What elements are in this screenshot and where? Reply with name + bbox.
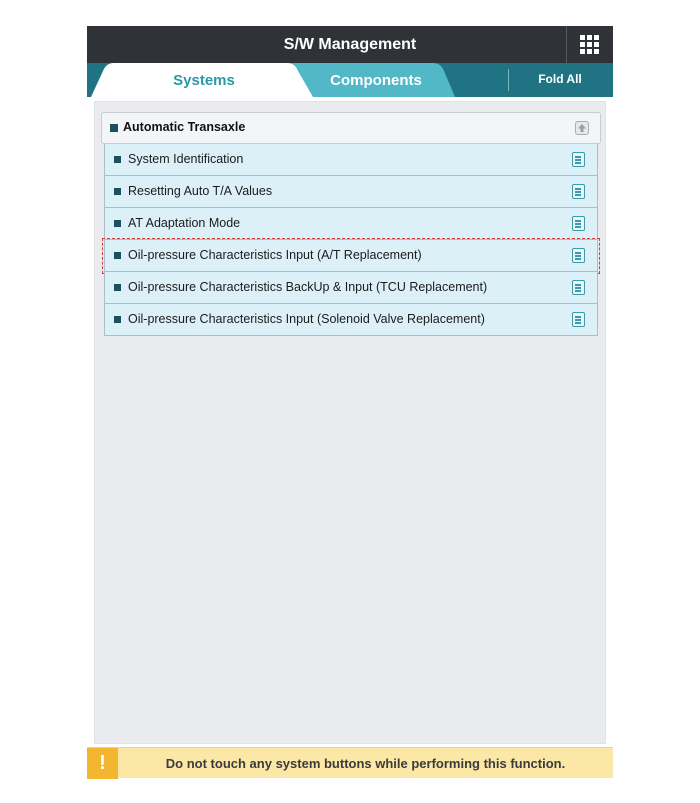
list-item-at-adaptation-mode[interactable] [104,208,598,240]
list-item-label: Oil-pressure Characteristics Input (A/T Replacement) [128,248,422,262]
group-title: Automatic Transaxle [123,120,246,134]
bullet-icon [114,252,121,259]
bullet-icon [114,156,121,163]
bullet-icon [114,284,121,291]
list-item-label: AT Adaptation Mode [128,216,241,230]
bullet-icon [114,220,121,227]
collapse-up-icon[interactable] [575,121,589,135]
bullet-icon [110,124,118,132]
document-icon[interactable] [572,216,585,231]
system-list-panel [94,101,606,744]
tab-divider [508,69,509,91]
list-item-label: Oil-pressure Characteristics Input (Solenoid Valve Replacement) [128,312,485,326]
document-icon[interactable] [572,184,585,199]
list-item-label: Oil-pressure Characteristics BackUp & Input (TCU Replacement) [128,280,488,294]
list-item-resetting-auto-ta-values[interactable] [104,176,598,208]
document-icon[interactable] [572,248,585,263]
tab-bar [87,63,613,97]
list-item-label: System Identification [128,152,244,166]
bullet-icon [114,316,121,323]
warning-icon: ! [87,748,118,779]
document-icon[interactable] [572,280,585,295]
list-item-oil-pressure-tcu-replacement[interactable] [104,272,598,304]
list-item-label: Resetting Auto T/A Values [128,184,273,198]
warning-banner [87,747,613,778]
function-list [104,144,598,336]
warning-message: Do not touch any system buttons while performing this function. [165,756,566,771]
title-bar [87,26,613,63]
apps-menu-button[interactable] [566,26,613,63]
document-icon[interactable] [572,152,585,167]
tab-components-label: Components [330,72,422,89]
list-item-oil-pressure-solenoid-valve-replacement[interactable] [104,304,598,336]
document-icon[interactable] [572,312,585,327]
list-item-system-identification[interactable] [104,144,598,176]
fold-all-button[interactable]: Fold All [538,72,582,86]
tab-systems-label: Systems [173,72,235,89]
bullet-icon [114,188,121,195]
sw-management-screen [87,26,613,778]
page-title: S/W Management [283,36,417,53]
tab-systems[interactable] [91,63,317,97]
group-header-automatic-transaxle[interactable] [101,112,601,144]
list-item-oil-pressure-at-replacement[interactable] [104,240,598,272]
apps-grid-icon [580,35,599,54]
